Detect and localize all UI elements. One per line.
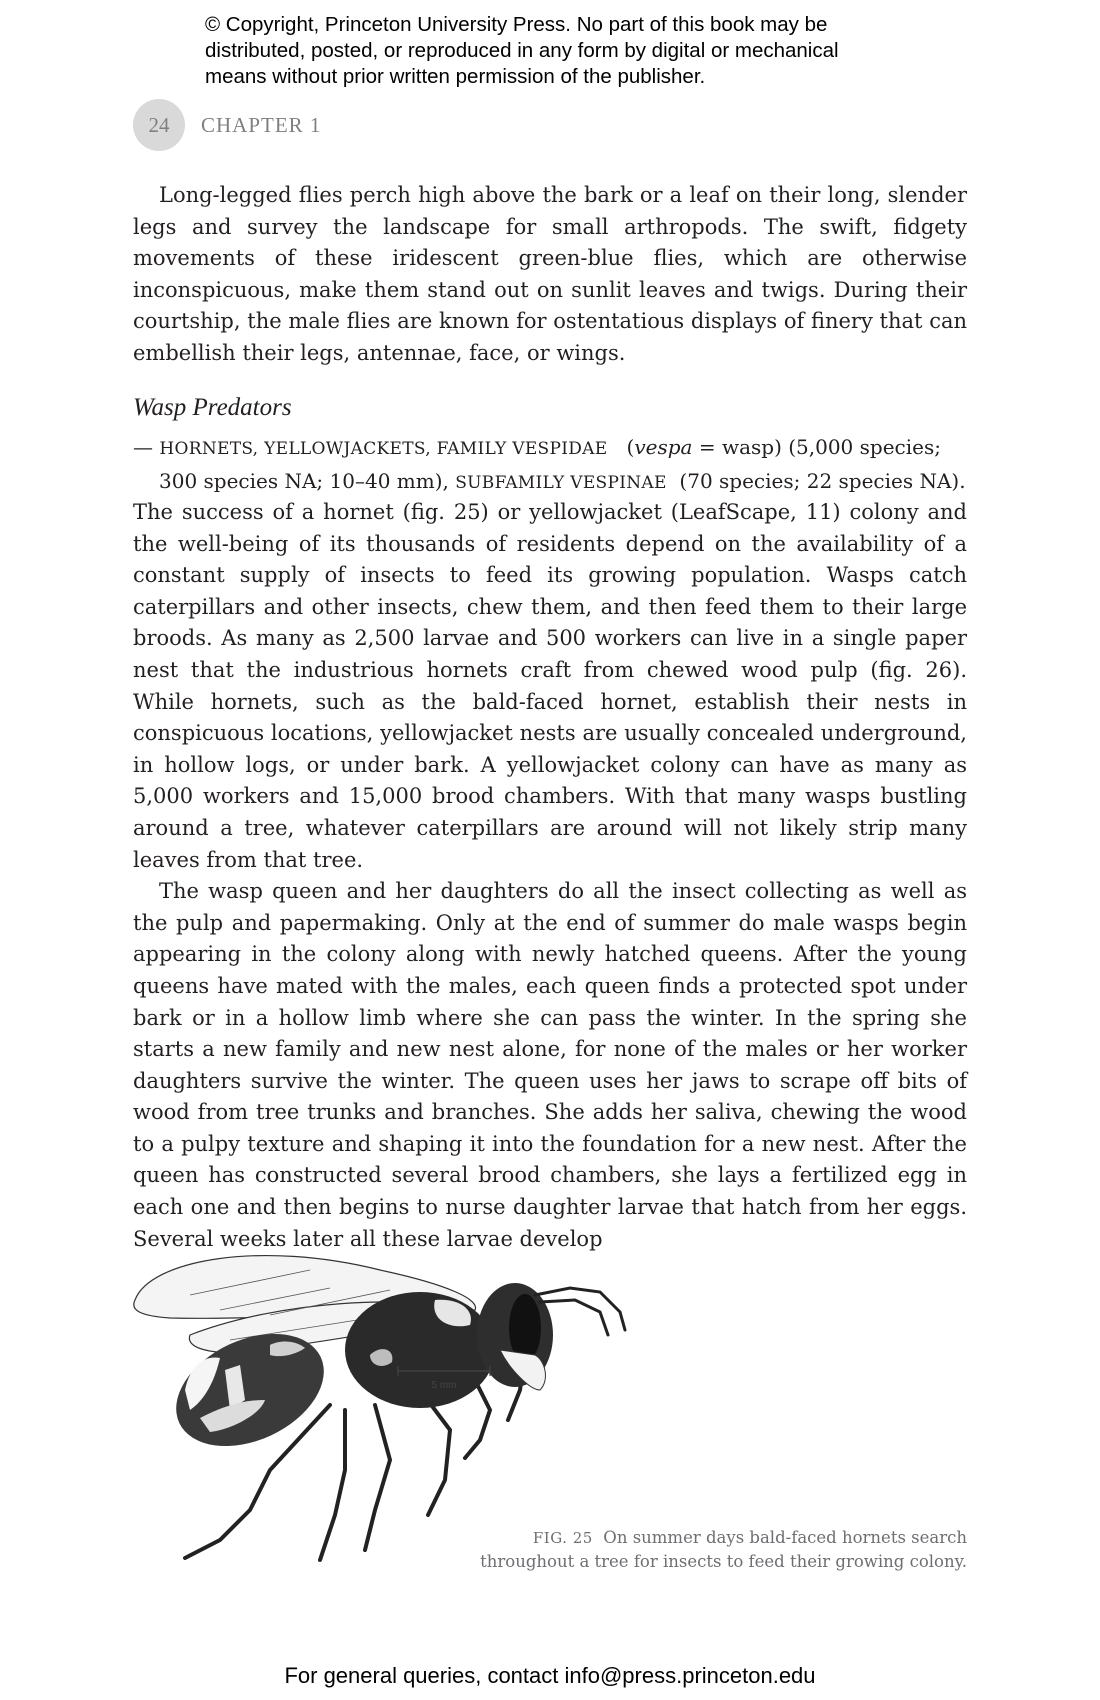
taxon-dash: — <box>133 435 153 459</box>
taxon-line2-end: (70 species; 22 species NA). <box>679 468 966 493</box>
taxon-entry <box>133 432 967 499</box>
paragraph-text: Long-legged flies perch high above the bark or a leaf on their long, slender legs and survey the landscape for small arthropods. The swift, fidgety movements of these iridescent green-blue flies, which are otherwise inconspicuous, make them stand out on sunlit leaves and twigs. During their courtship, the male flies are known for ostentatious displays of finery that can embellish their legs, antennae, face, or wings. <box>133 183 967 365</box>
paragraph-long-legged-flies <box>133 180 967 370</box>
taxon-line-2 <box>133 466 967 500</box>
copyright-line-2: distributed, posted, or reproduced in any form by digital or mechanical <box>205 39 839 62</box>
figure-caption-text: On summer days bald-faced hornets search throughout a tree for insects to feed their growing colony. <box>480 1528 967 1571</box>
paragraph-queen: The wasp queen and her daughters do all the insect collecting as well as the pulp and papermaking. Only at the end of summer do male wasps begin appearing in the colony along with newly hatched queens. After the young queens have mated with the males, each queen finds a protected spot under bark or in a hollow limb where she can pass the winter. In the spring she starts a new family and new nest alone, for none of the males or her worker daughters survive the winter. The queen uses her jaws to scrape off bits of wood from tree trunks and branches. She adds her saliva, chewing the wood to a pulpy texture and shaping it into the foundation for a new nest. After the queen has constructed several brood chambers, she lays a fertilized egg in each one and then begins to nurse daughter larvae that hatch from her eggs. Several weeks later all these larvae develop <box>133 879 967 1251</box>
page-number: 24 <box>133 99 185 151</box>
copyright-line-1: © Copyright, Princeton University Press. No part of this book may be <box>205 13 828 36</box>
paragraph-hornets: The success of a hornet (fig. 25) or yellowjacket (LeafScape, 11) colony and the well-being of its thousands of residents depend on the availability of a constant supply of insects to feed its growing population. Wasps catch caterpillars and other insects, chew them, and then feed them to their large broods. As many as 2,500 larvae and 500 workers can live in a single paper nest that the industrious hornets craft from chewed wood pulp (fig. 26). While hornets, such as the bald-faced hornet, establish their nests in conspicuous locations, yellowjacket nests are usually concealed underground, in hollow logs, or under bark. A yellowjacket colony can have as many as 5,000 workers and 15,000 brood chambers. With that many wasps bustling around a tree, whatever caterpillars are around will not likely strip many leaves from that tree. <box>133 500 967 872</box>
taxon-etym-word: vespa <box>634 435 693 459</box>
chapter-title: CHAPTER 1 <box>201 112 322 137</box>
figure-caption <box>467 1526 967 1573</box>
taxon-subfamily: SUBFAMILY VESPINAE <box>455 472 667 493</box>
section-heading: Wasp Predators <box>133 394 292 421</box>
taxon-etym-open: ( <box>626 435 635 459</box>
hornet-head <box>477 1283 553 1390</box>
copyright-line-3: means without prior written permission of the publisher. <box>205 65 706 88</box>
paragraphs-wasps <box>133 497 967 1255</box>
hornet-thorax <box>345 1292 495 1408</box>
running-header <box>133 98 321 152</box>
taxon-family: HORNETS, YELLOWJACKETS, FAMILY VESPIDAE <box>159 439 608 459</box>
footer-contact: For general queries, contact info@press.princeton.edu <box>284 1663 816 1688</box>
figure-label: FIG. 25 <box>532 1529 593 1547</box>
copyright-notice <box>205 12 925 90</box>
taxon-etym-rest: = wasp) (5,000 species; <box>692 435 941 459</box>
scale-bar-label: 5 mm <box>431 1380 457 1391</box>
taxon-line2-start: 300 species NA; 10–40 mm), <box>159 468 456 493</box>
